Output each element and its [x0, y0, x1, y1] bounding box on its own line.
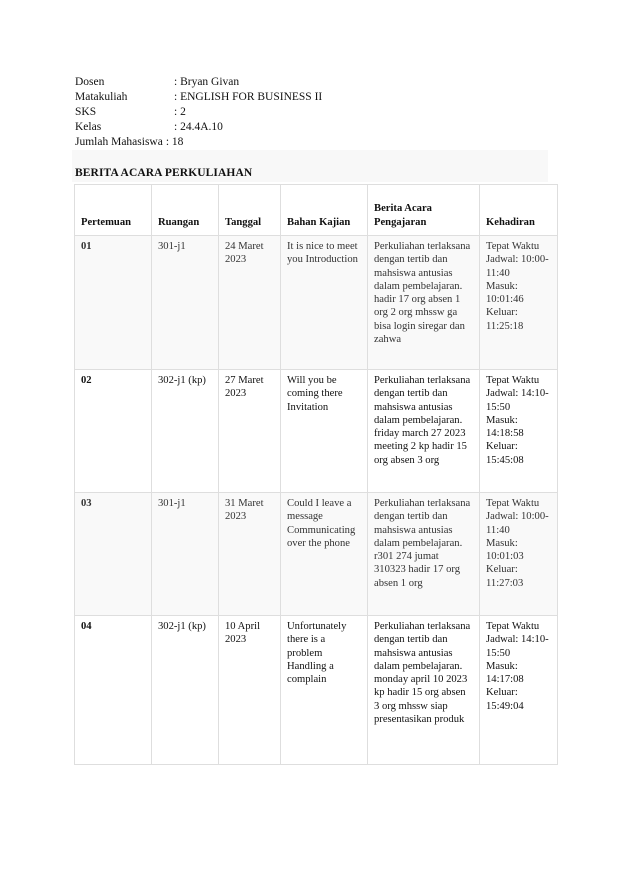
- header-bahan-kajian: Bahan Kajian: [281, 185, 368, 236]
- cell-bahan-kajian: It is nice to meet you Introduction: [281, 236, 368, 370]
- table-row: [75, 616, 558, 765]
- kehadiran-keluar: Keluar: 11:25:18: [486, 307, 524, 332]
- cell-ruangan: 302-j1 (kp): [152, 616, 219, 765]
- header-kehadiran: Kehadiran: [480, 185, 558, 236]
- cell-berita-acara: Perkuliahan terlaksana dengan tertib dan mahsiswa antusias dalam pembelajaran. monday april 10 2023 kp hadir 15 org absen 3 org mhssw siap presentasikan produk: [368, 616, 480, 765]
- cell-bahan-kajian: Will you be coming there Invitation: [281, 370, 368, 493]
- attendance-table: [74, 184, 558, 765]
- kehadiran-keluar: Keluar: 11:27:03: [486, 564, 524, 589]
- dosen-value: : Bryan Givan: [174, 76, 240, 88]
- course-info: [75, 75, 322, 150]
- kehadiran-jadwal: Jadwal: 10:00-11:40: [486, 511, 549, 536]
- cell-bahan-kajian: Could I leave a message Communicating over the phone: [281, 493, 368, 616]
- kelas-value: : 24.4A.10: [174, 121, 223, 133]
- kehadiran-jadwal: Jadwal: 14:10-15:50: [486, 388, 549, 413]
- kehadiran-keluar: Keluar: 15:49:04: [486, 687, 524, 712]
- kehadiran-masuk: Masuk: 14:18:58: [486, 414, 524, 440]
- jumlah-value: : 18: [165, 136, 184, 148]
- cell-tanggal: 27 Maret 2023: [219, 370, 281, 493]
- cell-pertemuan: 04: [75, 616, 152, 765]
- cell-ruangan: 301-j1: [152, 493, 219, 616]
- kehadiran-jadwal: Jadwal: 14:10-15:50: [486, 634, 549, 659]
- cell-pertemuan: 03: [75, 493, 152, 616]
- cell-tanggal: 10 April 2023: [219, 616, 281, 765]
- kehadiran-masuk: Masuk: 14:17:08: [486, 660, 524, 686]
- sks-row: [75, 105, 322, 120]
- cell-berita-acara: Perkuliahan terlaksana dengan tertib dan mahsiswa antusias dalam pembelajaran. r301 274 jumat 310323 hadir 17 org absen 1 org: [368, 493, 480, 616]
- kelas-label: Kelas: [75, 121, 102, 133]
- jumlah-label: Jumlah Mahasiswa: [75, 136, 163, 148]
- cell-pertemuan: 01: [75, 236, 152, 370]
- kehadiran-jadwal: Jadwal: 10:00-11:40: [486, 254, 549, 279]
- cell-tanggal: 24 Maret 2023: [219, 236, 281, 370]
- page-title: BERITA ACARA PERKULIAHAN: [75, 167, 253, 179]
- cell-ruangan: 301-j1: [152, 236, 219, 370]
- kehadiran-keluar: Keluar: 15:45:08: [486, 441, 524, 466]
- dosen-row: [75, 75, 322, 90]
- cell-kehadiran: [480, 236, 558, 370]
- dosen-label: Dosen: [75, 76, 105, 88]
- cell-berita-acara: Perkuliahan terlaksana dengan tertib dan mahsiswa antusias dalam pembelajaran. hadir 17 org absen 1 org 2 org mhssw ga bisa login siregar dan zahwa: [368, 236, 480, 370]
- cell-kehadiran: [480, 616, 558, 765]
- jumlah-row: [75, 135, 322, 150]
- kehadiran-status: Tepat Waktu: [486, 621, 540, 632]
- cell-bahan-kajian: Unfortunately there is a problem Handling a complain: [281, 616, 368, 765]
- sks-label: SKS: [75, 106, 97, 118]
- table-row: [75, 493, 558, 616]
- kehadiran-status: Tepat Waktu: [486, 498, 540, 509]
- header-tanggal: Tanggal: [219, 185, 281, 236]
- header-ruangan: Ruangan: [152, 185, 219, 236]
- cell-tanggal: 31 Maret 2023: [219, 493, 281, 616]
- kehadiran-masuk: Masuk: 10:01:03: [486, 537, 524, 563]
- header-pertemuan: Pertemuan: [75, 185, 152, 236]
- cell-ruangan: 302-j1 (kp): [152, 370, 219, 493]
- cell-kehadiran: [480, 370, 558, 493]
- kehadiran-status: Tepat Waktu: [486, 375, 540, 386]
- matakuliah-value: : ENGLISH FOR BUSINESS II: [174, 91, 323, 103]
- cell-kehadiran: [480, 493, 558, 616]
- cell-pertemuan: 02: [75, 370, 152, 493]
- table-header-row: [75, 185, 558, 236]
- matakuliah-label: Matakuliah: [75, 91, 128, 103]
- sks-value: : 2: [174, 106, 186, 118]
- cell-berita-acara: Perkuliahan terlaksana dengan tertib dan mahsiswa antusias dalam pembelajaran. friday march 27 2023 meeting 2 kp hadir 15 org absen 3 org: [368, 370, 480, 493]
- kelas-row: [75, 120, 322, 135]
- kehadiran-status: Tepat Waktu: [486, 241, 540, 252]
- kehadiran-masuk: Masuk: 10:01:46: [486, 280, 524, 306]
- table-row: [75, 370, 558, 493]
- table-row: [75, 236, 558, 370]
- matakuliah-row: [75, 90, 322, 105]
- header-berita-acara: Berita Acara Pengajaran: [368, 185, 480, 236]
